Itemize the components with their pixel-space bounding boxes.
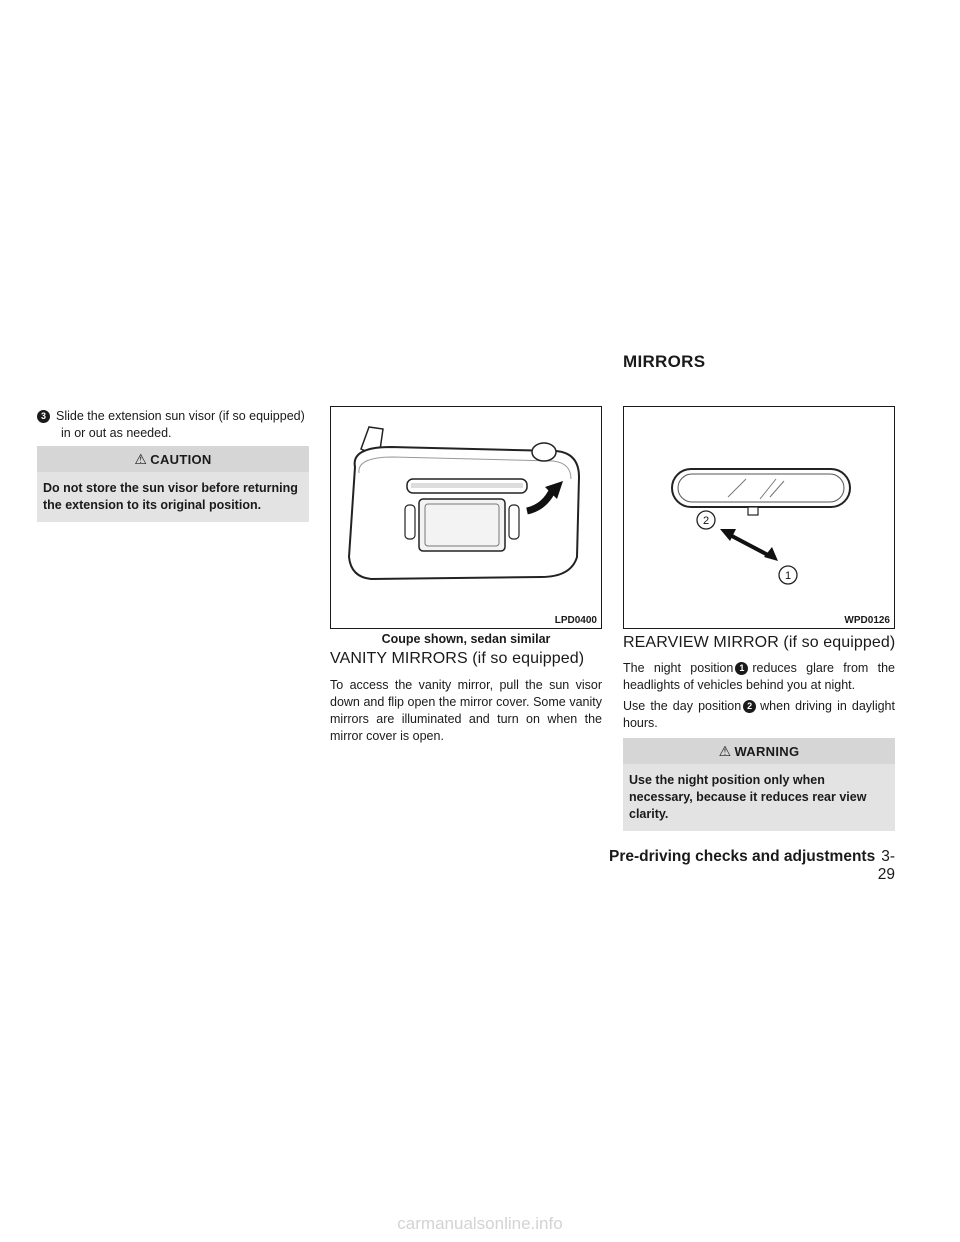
caution-text: Do not store the sun visor before returning the extension to its original position. bbox=[43, 481, 298, 512]
night-position-number: 1 bbox=[735, 662, 748, 675]
step-3 bbox=[37, 408, 309, 442]
night-suffix: reduces glare from the headlights of vehicles behind you at night. bbox=[623, 661, 896, 692]
section-title: MIRRORS bbox=[623, 352, 706, 371]
label-1: 1 bbox=[784, 570, 792, 582]
page-footer bbox=[600, 848, 895, 884]
vanity-mirror-figure bbox=[330, 406, 602, 629]
rearview-heading: REARVIEW MIRROR (if so equipped) bbox=[623, 634, 896, 651]
step-text-line2: in or out as needed. bbox=[61, 426, 172, 440]
day-position-text bbox=[623, 698, 895, 732]
step-text-line1: Slide the extension sun visor (if so equipped) bbox=[56, 409, 305, 423]
vanity-heading: VANITY MIRRORS (if so equipped) bbox=[330, 650, 585, 667]
rearview-mirror-figure bbox=[623, 406, 895, 629]
warning-title: WARNING bbox=[734, 743, 800, 759]
vanity-text: To access the vanity mirror, pull the sun visor down and flip open the mirror cover. Some vanity mirrors are illuminated and turn on when the mirror cover is open. bbox=[330, 678, 602, 743]
caution-header bbox=[37, 446, 309, 472]
warning-box bbox=[623, 738, 895, 831]
warning-triangle-icon: ⚠ bbox=[134, 450, 148, 467]
figure-caption: Coupe shown, sedan similar bbox=[381, 632, 551, 646]
day-position-number: 2 bbox=[743, 700, 756, 713]
watermark: carmanualsonline.info bbox=[397, 1214, 563, 1233]
caution-title: CAUTION bbox=[150, 451, 212, 467]
warning-header bbox=[623, 738, 895, 764]
day-suffix: when driving in daylight hours. bbox=[623, 699, 895, 730]
label-2: 2 bbox=[702, 515, 710, 527]
caution-box bbox=[37, 446, 309, 522]
step-number: 3 bbox=[37, 410, 50, 423]
figure-code: WPD0126 bbox=[844, 615, 890, 626]
warning-text: Use the night position only when necessary, because it reduces rear view clarity. bbox=[629, 773, 867, 821]
warning-triangle-icon: ⚠ bbox=[718, 742, 732, 759]
night-prefix: The night position bbox=[623, 661, 734, 675]
page-number: 3-29 bbox=[877, 848, 895, 883]
day-prefix: Use the day position bbox=[623, 699, 742, 713]
night-position-text bbox=[623, 660, 895, 694]
rearview-mirror-illustration bbox=[624, 407, 893, 627]
footer-chapter: Pre-driving checks and adjustments bbox=[609, 848, 876, 865]
sun-visor-illustration bbox=[331, 407, 600, 627]
figure-code: LPD0400 bbox=[554, 615, 597, 626]
